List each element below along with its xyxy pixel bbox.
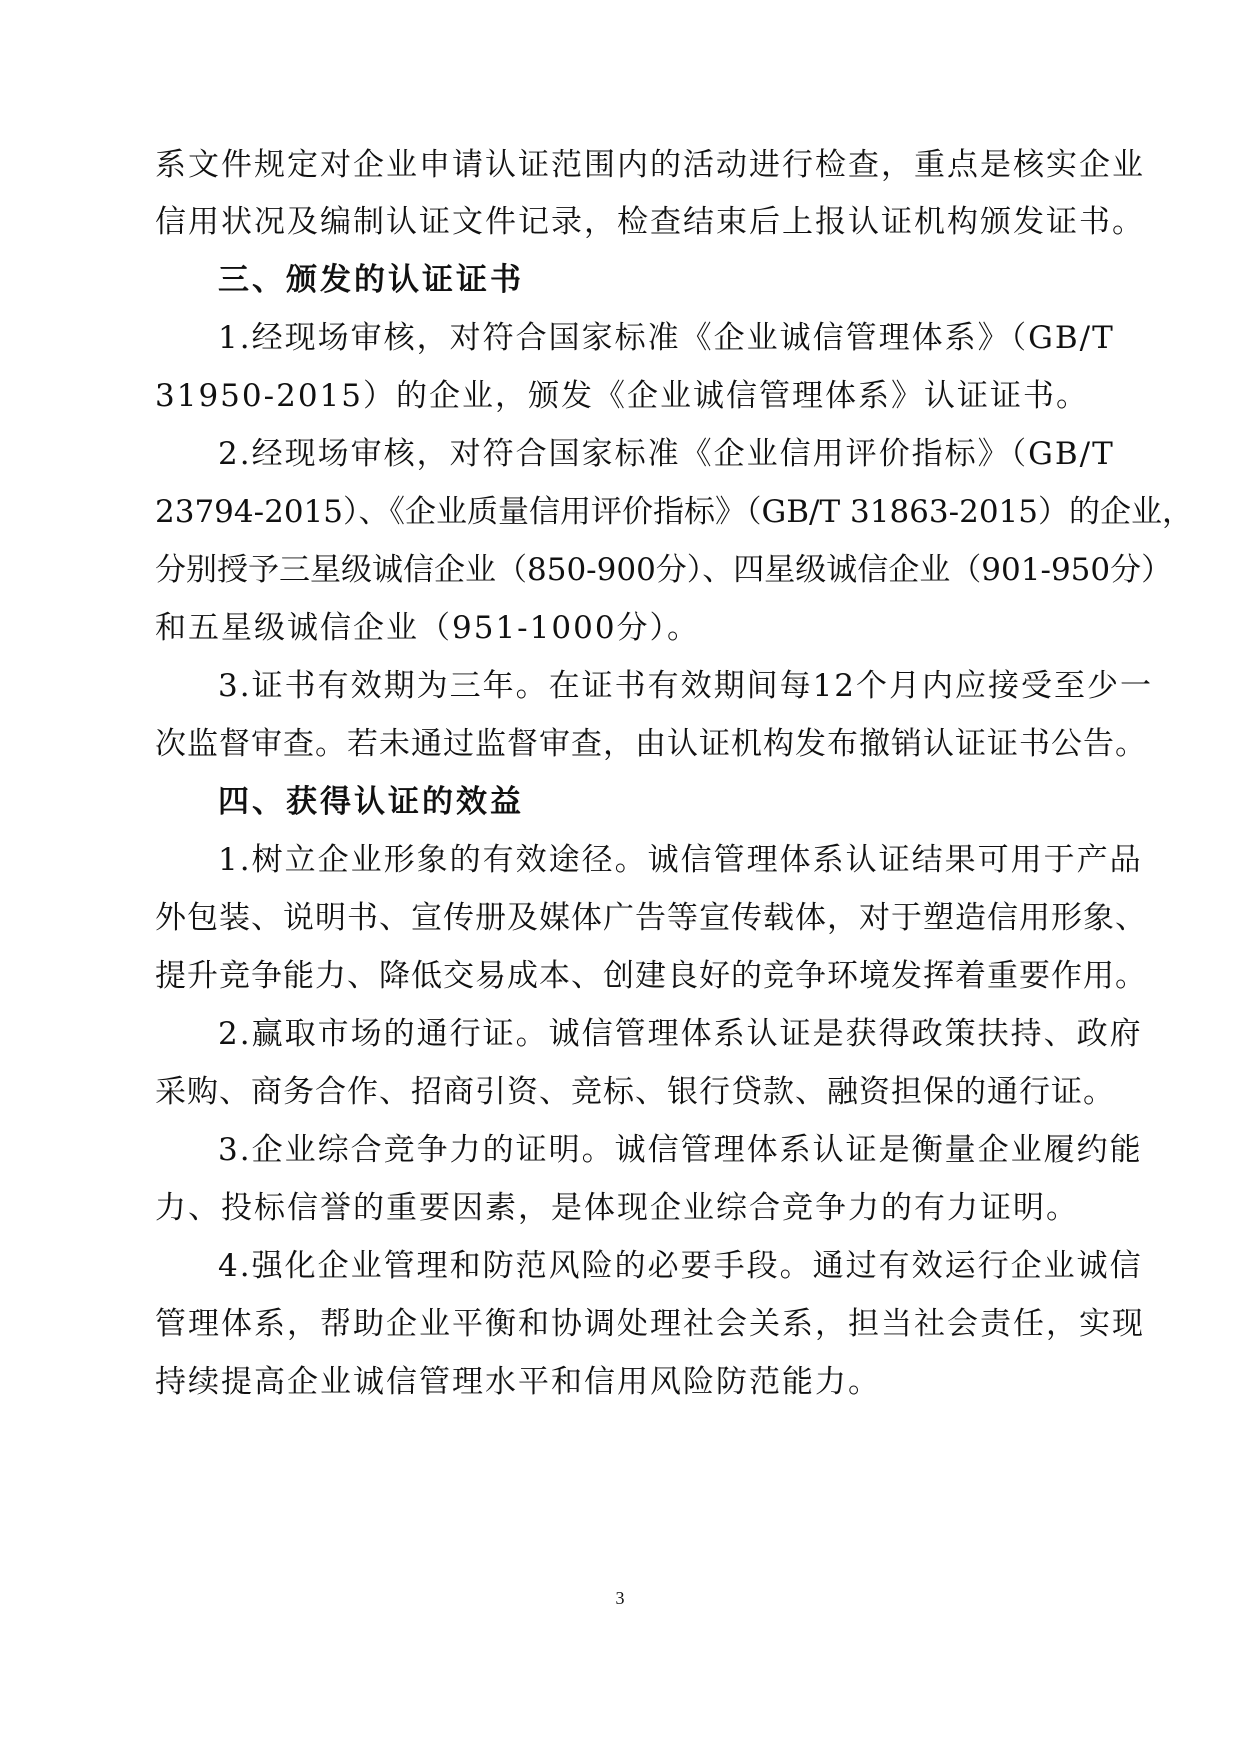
paragraph-line: 2.经现场审核，对符合国家标准《企业信用评价指标》（GB/T: [218, 436, 1115, 472]
paragraph-line: 次监督审查。若未通过监督审查，由认证机构发布撤销认证证书公告。: [155, 726, 1147, 762]
section-heading-4: 四、获得认证的效益: [218, 784, 524, 820]
paragraph-line: 管理体系，帮助企业平衡和协调处理社会关系，担当社会责任，实现: [155, 1306, 1145, 1342]
paragraph-line: 4.强化企业管理和防范风险的必要手段。通过有效运行企业诚信: [218, 1248, 1143, 1284]
paragraph-line: 力、投标信誉的重要因素，是体现企业综合竞争力的有力证明。: [155, 1190, 1079, 1226]
paragraph-line: 1.经现场审核，对符合国家标准《企业诚信管理体系》（GB/T: [218, 320, 1115, 356]
paragraph-line: 持续提高企业诚信管理水平和信用风险防范能力。: [155, 1364, 881, 1400]
page-number: 3: [615, 1588, 625, 1608]
paragraph-line: 分别授予三星级诚信企业（850-900分）、四星级诚信企业（901-950分）: [155, 552, 1173, 588]
paragraph-line: 提升竞争能力、降低交易成本、创建良好的竞争环境发挥着重要作用。: [155, 958, 1147, 994]
paragraph-line: 3.证书有效期为三年。在证书有效期间每12个月内应接受至少一: [218, 668, 1154, 704]
paragraph-line: 信用状况及编制认证文件记录，检查结束后上报认证机构颁发证书。: [155, 204, 1145, 240]
paragraph-line: 外包装、说明书、宣传册及媒体广告等宣传载体，对于塑造信用形象、: [155, 900, 1147, 936]
paragraph-line: 31950-2015）的企业，颁发《企业诚信管理体系》认证证书。: [155, 378, 1089, 414]
section-heading-3: 三、颁发的认证证书: [218, 262, 524, 298]
paragraph-line: 系文件规定对企业申请认证范围内的活动进行检查，重点是核实企业: [155, 147, 1145, 183]
paragraph-line: 和五星级诚信企业（951-1000分）。: [155, 610, 701, 646]
paragraph-line: 23794-2015）、《企业质量信用评价指标》（GB/T 31863-2015）的企业，: [155, 494, 1193, 530]
paragraph-line: 采购、商务合作、招商引资、竞标、银行贷款、融资担保的通行证。: [155, 1074, 1115, 1110]
paragraph-line: 2.赢取市场的通行证。诚信管理体系认证是获得政策扶持、政府: [218, 1016, 1143, 1052]
paragraph-line: 1.树立企业形象的有效途径。诚信管理体系认证结果可用于产品: [218, 842, 1143, 878]
paragraph-line: 3.企业综合竞争力的证明。诚信管理体系认证是衡量企业履约能: [218, 1132, 1143, 1168]
